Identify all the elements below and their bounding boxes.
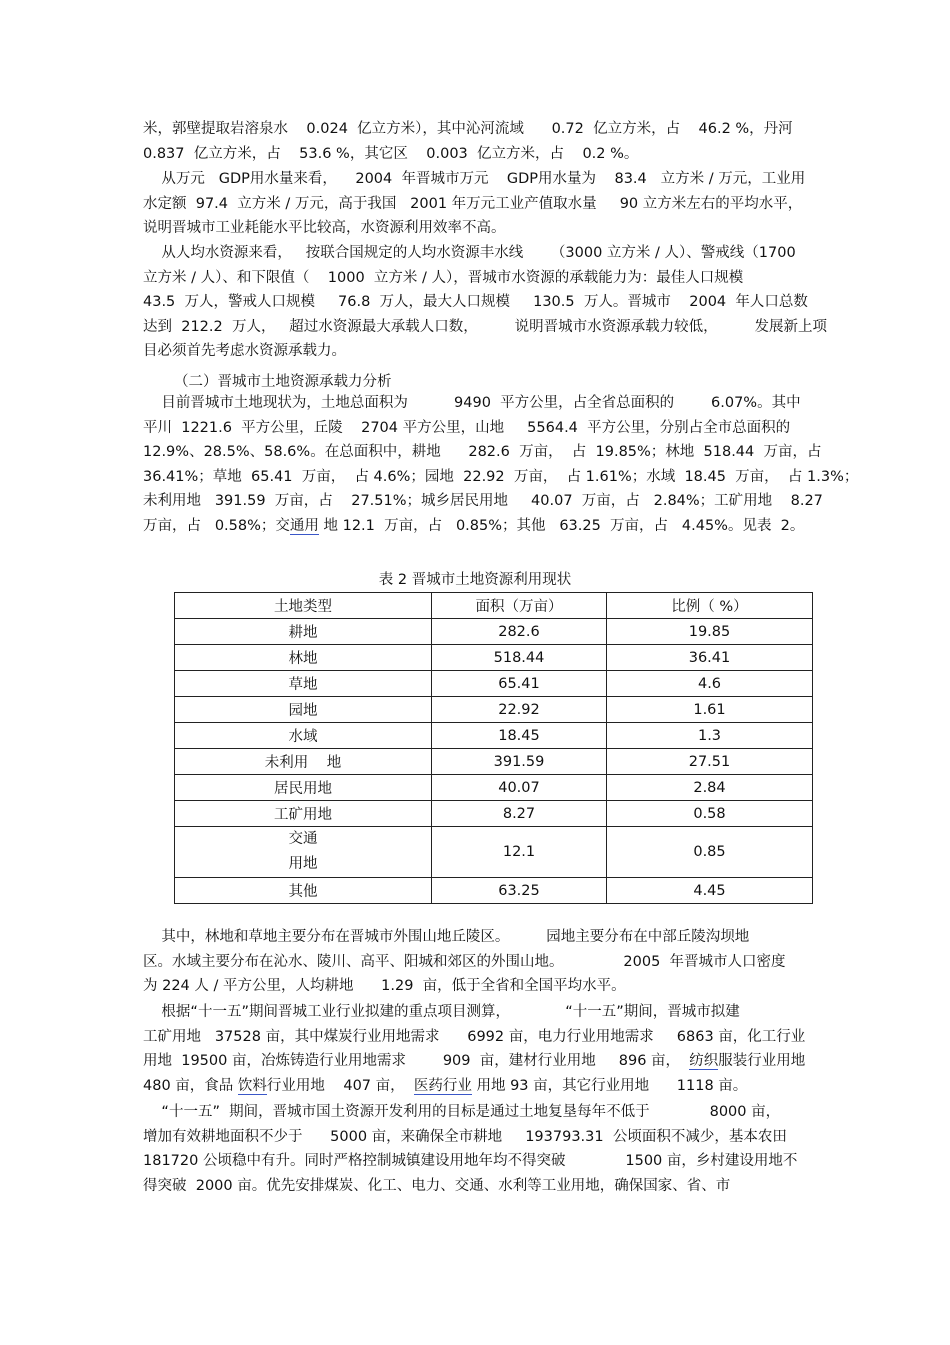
section-heading-land: （二）晋城市土地资源承载力分析 xyxy=(174,374,392,390)
paragraph-gdp-water-use xyxy=(143,167,808,241)
cell-land-type: 其他 xyxy=(175,878,432,904)
table-header-row xyxy=(175,593,813,619)
text-line: 米，郭壁提取岩溶泉水 0.024 亿立方米），其中沁河流域 0.72 亿立方米，占 46.2 %，丹河 xyxy=(143,121,793,137)
text-line: “十一五” 期间，晋城市国土资源开发利用的目标是通过土地复垦每年不低于 8000 亩， xyxy=(143,1104,781,1120)
header-area: 面积（万亩） xyxy=(432,593,607,619)
text-line: 增加有效耕地面积不少于 5000 亩，来确保全市耕地 193793.31 公顷面积不减少，基本农田 xyxy=(143,1128,787,1145)
text-line: 说明晋城市工业耗能水平比较高，水资源利用效率不高。 xyxy=(143,220,506,237)
text-fragment: 行业用地 407 亩， xyxy=(266,1077,414,1094)
paragraph-land-distribution xyxy=(143,925,808,999)
cell-ratio: 4.45 xyxy=(607,878,813,904)
paragraph-land-status xyxy=(143,391,859,539)
table-row xyxy=(175,878,813,904)
link-yinliao[interactable]: 饮料 xyxy=(237,1077,267,1094)
paragraph-land-targets xyxy=(143,1100,808,1198)
text-line xyxy=(143,1074,808,1099)
text-line xyxy=(143,514,808,539)
text-line: 目必须首先考虑水资源承载力。 xyxy=(143,343,346,360)
cell-line: 用地 xyxy=(288,856,318,872)
text-line: 12.9%、28.5%、58.6%。在总面积中，耕地 282.6 万亩， 占 19.85%；林地 518.44 万亩，占 xyxy=(143,444,822,461)
cell-ratio: 27.51 xyxy=(607,749,813,775)
table-caption: 表 2 晋城市土地资源利用现状 xyxy=(378,572,572,588)
text-line: 43.5 万人，警戒人口规模 76.8 万人，最大人口规模 130.5 万人。晋城市 2004 年人口总数 xyxy=(143,294,808,311)
cell-line: 交通 xyxy=(288,831,318,847)
text-fragment: 用地 19500 亩，冶炼铸造行业用地需求 909 亩，建材行业用地 896 亩， xyxy=(143,1053,690,1070)
cell-ratio: 0.85 xyxy=(607,827,813,878)
text-line: 目前晋城市土地现状为，土地总面积为 9490 平方公里，占全省总面积的 6.07%。其中 xyxy=(143,395,801,411)
cell-ratio: 19.85 xyxy=(607,619,813,645)
paragraph-water-resources-end xyxy=(143,117,808,166)
text-fragment: 480 亩，食品 xyxy=(143,1077,238,1094)
table-row xyxy=(175,619,813,645)
paragraph-industrial-land xyxy=(143,1000,808,1098)
cell-area: 63.25 xyxy=(432,878,607,904)
text-line: 区。水域主要分布在沁水、陵川、高平、阳城和郊区的外围山地。 2005 年晋城市人口密度 xyxy=(143,953,786,970)
table-row xyxy=(175,827,813,878)
cell-area: 18.45 xyxy=(432,723,607,749)
cell-land-type: 未利用 地 xyxy=(175,749,432,775)
cell-area: 391.59 xyxy=(432,749,607,775)
cell-land-type: 草地 xyxy=(175,671,432,697)
table-row xyxy=(175,671,813,697)
text-line: 工矿用地 37528 亩，其中煤炭行业用地需求 6992 亩，电力行业用地需求 6863 亩，化工行业 xyxy=(143,1028,806,1045)
table-row xyxy=(175,723,813,749)
text-line: 181720 公顷稳中有升。同时严格控制城镇建设用地年均不得突破 1500 亩，乡村建设用地不 xyxy=(143,1153,798,1170)
text-line: 立方米 / 人）、和下限值（ 1000 立方米 / 人），晋城市水资源的承载能力为：最佳人口规模 xyxy=(143,269,744,286)
cell-land-type xyxy=(175,827,432,878)
text-line: 其中，林地和草地主要分布在晋城市外围山地丘陵区。 园地主要分布在中部丘陵沟坝地 xyxy=(143,929,750,945)
cell-land-type: 林地 xyxy=(175,645,432,671)
cell-area: 12.1 xyxy=(432,827,607,878)
text-fragment: 地 12.1 万亩，占 0.85%；其他 63.25 万亩，占 4.45%。见表 2。 xyxy=(318,517,805,534)
text-fragment: 服装行业用地 xyxy=(718,1053,806,1070)
paragraph-per-capita-water xyxy=(143,241,828,364)
table-row xyxy=(175,801,813,827)
text-fragment: 用地 93 亩，其它行业用地 1118 亩。 xyxy=(471,1077,748,1094)
text-fragment: 万亩，占 0.58%；交 xyxy=(143,517,290,534)
text-line: 从人均水资源来看， 按联合国规定的人均水资源丰水线 （3000 立方米 / 人）、警戒线（1700 xyxy=(143,245,796,261)
cell-area: 22.92 xyxy=(432,697,607,723)
table-row xyxy=(175,775,813,801)
text-line: 根据“十一五”期间晋城工业行业拟建的重点项目测算， “十一五”期间，晋城市拟建 xyxy=(143,1004,740,1020)
text-line: 水定额 97.4 立方米 / 万元，高于我国 2001 年万元工业产值取水量 90 立方米左右的平均水平， xyxy=(143,195,803,212)
link-fangzhi[interactable]: 纺织 xyxy=(689,1053,719,1070)
land-use-table xyxy=(174,592,813,904)
cell-area: 518.44 xyxy=(432,645,607,671)
table-row xyxy=(175,645,813,671)
cell-ratio: 2.84 xyxy=(607,775,813,801)
link-tongyong[interactable]: 通用 xyxy=(289,517,319,534)
cell-area: 40.07 xyxy=(432,775,607,801)
cell-ratio: 1.3 xyxy=(607,723,813,749)
text-line: 0.837 亿立方米，占 53.6 %，其它区 0.003 亿立方米，占 0.2 %。 xyxy=(143,145,639,162)
header-land-type: 土地类型 xyxy=(175,593,432,619)
cell-land-type: 工矿用地 xyxy=(175,801,432,827)
text-line: 从万元 GDP用水量来看， 2004 年晋城市万元 GDP用水量为 83.4 立方米 / 万元，工业用 xyxy=(143,171,806,187)
cell-area: 8.27 xyxy=(432,801,607,827)
cell-area: 65.41 xyxy=(432,671,607,697)
table-row xyxy=(175,749,813,775)
text-line: 未利用地 391.59 万亩，占 27.51%；城乡居民用地 40.07 万亩，占 2.84%；工矿用地 8.27 xyxy=(143,493,823,510)
text-line: 达到 212.2 万人， 超过水资源最大承载人口数， 说明晋城市水资源承载力较低， 发展新上项 xyxy=(143,318,828,335)
cell-land-type: 耕地 xyxy=(175,619,432,645)
text-line: 36.41%；草地 65.41 万亩， 占 4.6%；园地 22.92 万亩， 占 1.61%；水域 18.45 万亩， 占 1.3%； xyxy=(143,468,859,485)
cell-ratio: 4.6 xyxy=(607,671,813,697)
cell-ratio: 0.58 xyxy=(607,801,813,827)
text-line: 平川 1221.6 平方公里，丘陵 2704 平方公里，山地 5564.4 平方公里，分别占全市总面积的 xyxy=(143,419,791,436)
cell-ratio: 1.61 xyxy=(607,697,813,723)
text-line: 得突破 2000 亩。优先安排煤炭、化工、电力、交通、水利等工业用地，确保国家、省、市 xyxy=(143,1177,731,1194)
table-row xyxy=(175,697,813,723)
cell-land-type: 园地 xyxy=(175,697,432,723)
text-line xyxy=(143,1049,808,1074)
cell-area: 282.6 xyxy=(432,619,607,645)
cell-land-type: 居民用地 xyxy=(175,775,432,801)
cell-ratio: 36.41 xyxy=(607,645,813,671)
header-ratio: 比例（ %） xyxy=(607,593,813,619)
text-line: 为 224 人 / 平方公里，人均耕地 1.29 亩，低于全省和全国平均水平。 xyxy=(143,978,626,995)
cell-land-type: 水域 xyxy=(175,723,432,749)
link-yiyao-hangye[interactable]: 医药行业 xyxy=(413,1077,472,1094)
